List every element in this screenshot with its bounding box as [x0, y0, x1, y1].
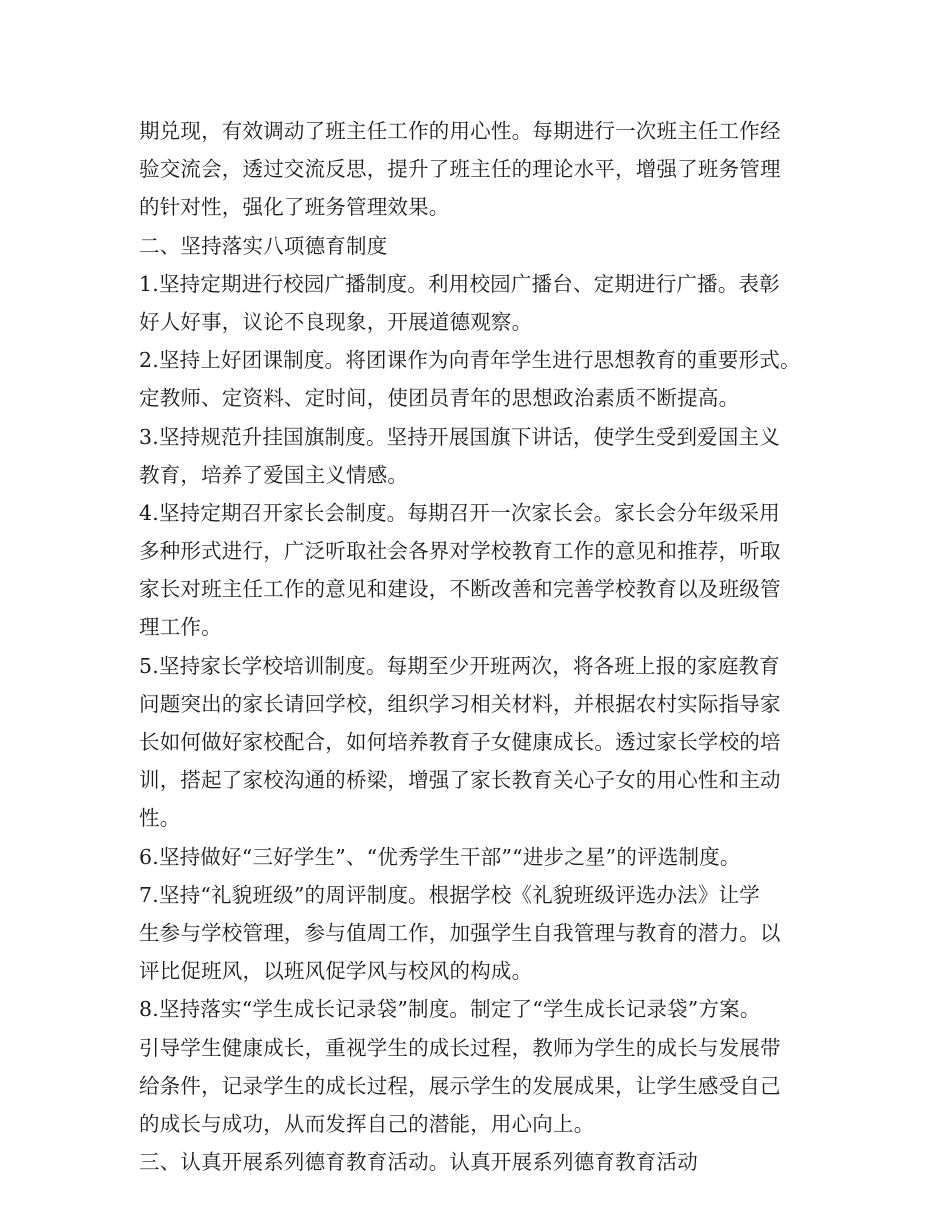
text-line: 多种形式进行，广泛听取社会各界对学校教育工作的意见和推荐，听取	[139, 539, 781, 564]
section-heading: 二、坚持落实八项德育制度	[139, 233, 388, 258]
text-line: 评比促班风，以班风促学风与校风的构成。	[139, 959, 533, 984]
text-line: 6.坚持做好“三好学生”、“优秀学生干部”“进步之星”的评选制度。	[139, 844, 741, 869]
text-line: 生参与学校管理，参与值周工作，加强学生自我管理与教育的潜力。以	[139, 920, 781, 945]
text-line: 验交流会，透过交流反思，提升了班主任的理论水平，增强了班务管理	[139, 157, 781, 182]
text-line: 教育，培养了爱国主义情感。	[139, 462, 409, 487]
text-line: 长如何做好家校配合，如何培养教育子女健康成长。透过家长学校的培	[139, 730, 781, 754]
text-line: 7.坚持“礼貌班级”的周评制度。根据学校《礼貌班级评选办法》让学	[139, 882, 760, 907]
text-line: 3.坚持规范升挂国旗制度。坚持开展国旗下讲话，使学生受到爱国主义	[139, 424, 780, 449]
text-line: 定教师、定资料、定时间，使团员青年的思想政治素质不断提高。	[139, 386, 740, 411]
text-line: 1.坚持定期进行校园广播制度。利用校园广播台、定期进行广播。表彰	[139, 271, 780, 296]
text-line: 好人好事，议论不良现象，开展道德观察。	[139, 309, 533, 334]
text-line: 期兑现，有效调动了班主任工作的用心性。每期进行一次班主任工作经	[139, 119, 781, 143]
text-line: 给条件，记录学生的成长过程，展示学生的发展成果，让学生感受自己	[139, 1073, 781, 1098]
text-line: 理工作。	[139, 615, 222, 640]
text-line: 的成长与成功，从而发挥自己的潜能，用心向上。	[139, 1111, 595, 1136]
text-line: 引导学生健康成长，重视学生的成长过程，教师为学生的成长与发展带	[139, 1035, 781, 1060]
text-line: 家长对班主任工作的意见和建设，不断改善和完善学校教育以及班级管	[139, 577, 781, 602]
text-line: 问题突出的家长请回学校，组织学习相关材料，并根据农村实际指导家	[139, 691, 781, 716]
document-body	[139, 112, 829, 1181]
text-line: 2.坚持上好团课制度。将团课作为向青年学生进行思想教育的重要形式。	[139, 348, 801, 373]
text-line: 4.坚持定期召开家长会制度。每期召开一次家长会。家长会分年级采用	[139, 500, 780, 525]
text-line: 5.坚持家长学校培训制度。每期至少开班两次，将各班上报的家庭教育	[139, 653, 780, 678]
text-line: 性。	[139, 806, 181, 831]
text-line: 的针对性，强化了班务管理效果。	[139, 195, 450, 220]
section-heading: 三、认真开展系列德育教育活动。认真开展系列德育教育活动	[139, 1150, 698, 1175]
text-line: 训，搭起了家校沟通的桥梁，增强了家长教育关心子女的用心性和主动	[139, 768, 781, 793]
text-line: 8.坚持落实“学生成长记录袋”制度。制定了“学生成长记录袋”方案。	[139, 997, 761, 1022]
